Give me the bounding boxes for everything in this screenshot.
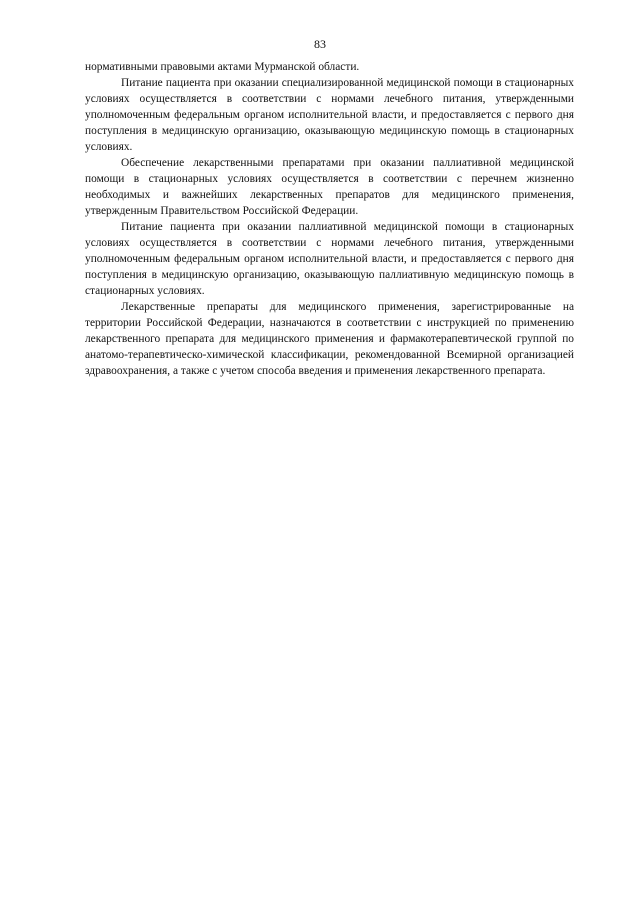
paragraph-specialized-care-nutrition: Питание пациента при оказании специализированной медицинской помощи в стационарных условиях осуществляется в соответствии с нормами лечебного питания, утвержденными уполномоченным федеральным органом исполнительной власти, и предоставляется с первого дня поступления в медицинскую организацию, оказывающую медицинскую помощь в стационарных условиях. — [85, 77, 574, 153]
paragraph-registered-medicines: Лекарственные препараты для медицинского применения, зарегистрированные на территории Российской Федерации, назначаются в соответствии с инструкцией по применению лекарственного препарата для медицинского применения и фармакотерапевтической группой по анатомо-терапевтическо-химической классификации, рекомендованной Всемирной организацией здравоохранения, а также с учетом способа введения и применения лекарственного препарата. — [85, 301, 574, 377]
paragraph-palliative-medicines: Обеспечение лекарственными препаратами при оказании паллиативной медицинской помощи в стационарных условиях осуществляется в соответствии с перечнем жизненно необходимых и важнейших лекарственных препаратов для медицинского применения, утвержденным Правительством Российской Федерации. — [85, 157, 574, 217]
paragraph-continuation: нормативными правовыми актами Мурманской области. — [85, 61, 360, 73]
document-body — [85, 59, 574, 379]
paragraph-palliative-nutrition: Питание пациента при оказании паллиативной медицинской помощи в стационарных условиях осуществляется в соответствии с нормами лечебного питания, утвержденными уполномоченным федеральным органом исполнительной власти, и предоставляется с первого дня поступления в медицинскую организацию, оказывающую паллиативную медицинскую помощь в стационарных условиях. — [85, 221, 574, 297]
page-number: 83 — [314, 37, 326, 51]
